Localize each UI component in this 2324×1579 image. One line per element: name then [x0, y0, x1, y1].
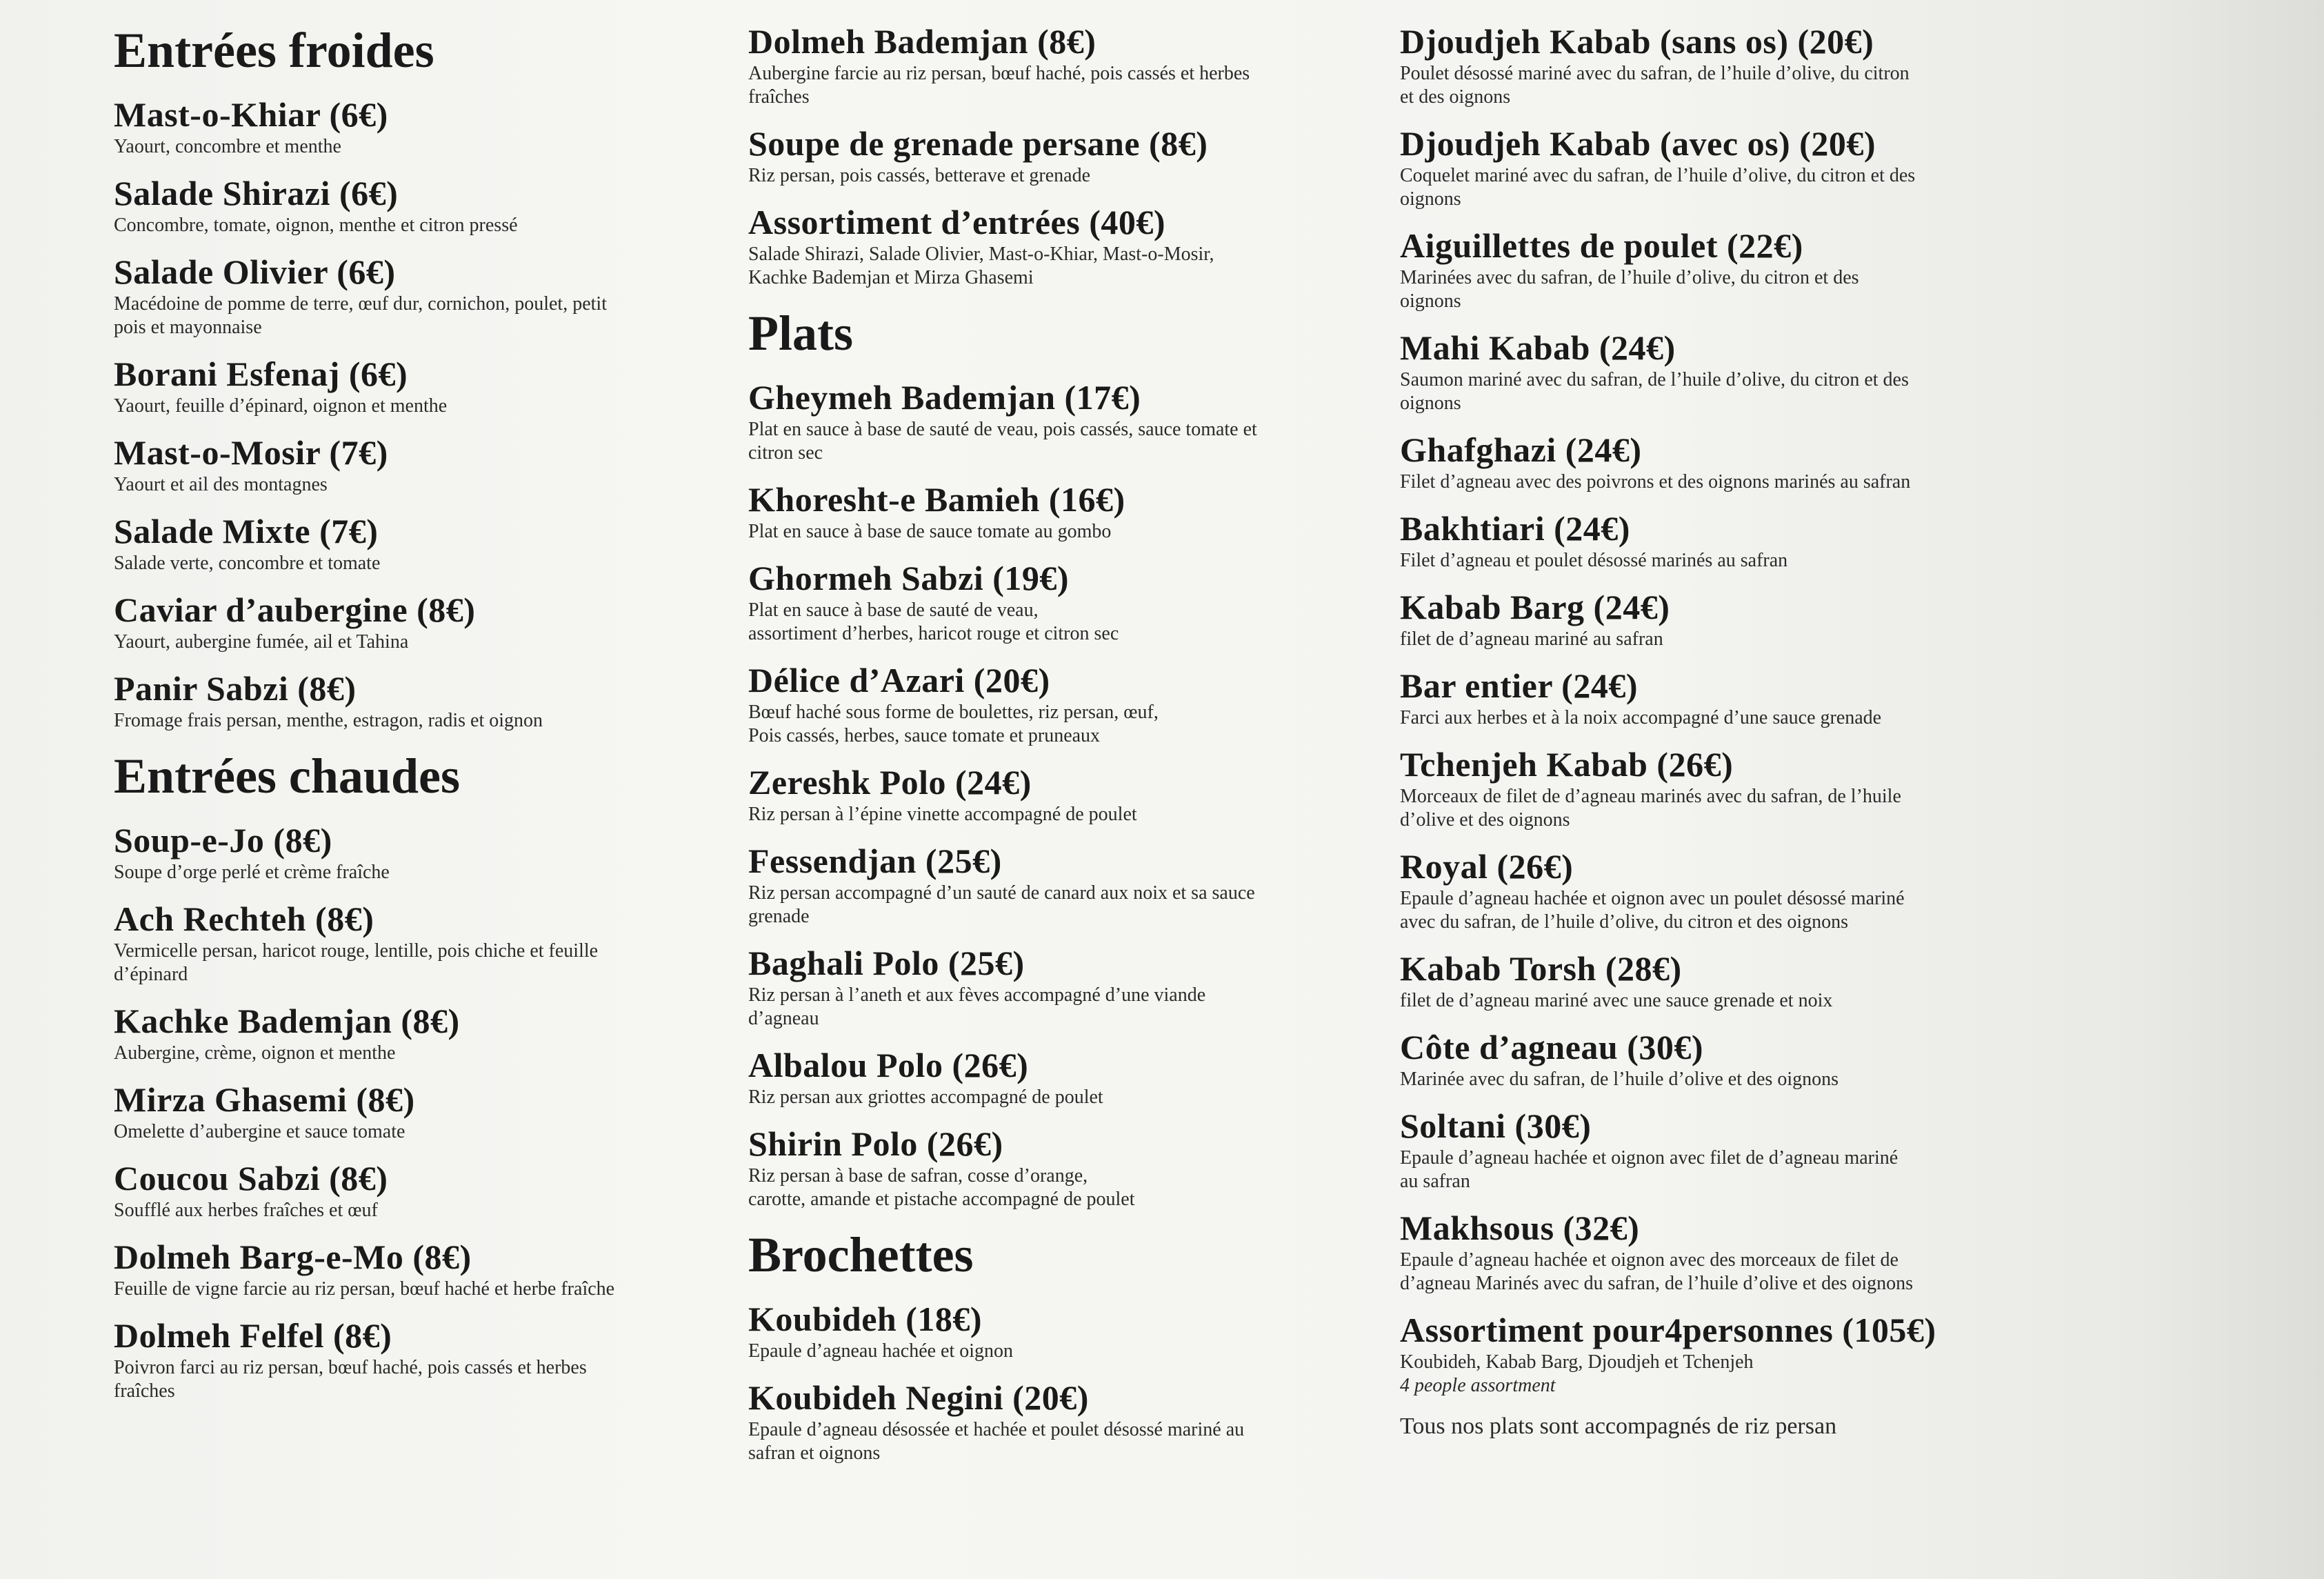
- menu-item-description: Plat en sauce à base de sauce tomate au gombo: [748, 521, 1112, 542]
- menu-item-name: Côte d’agneau (30€): [1400, 1028, 1704, 1066]
- menu-item-description: Epaule d’agneau désossée et hachée et poulet désossé mariné au: [748, 1419, 1245, 1440]
- menu-item-description: avec du safran, de l’huile d’olive, du citron et des oignons: [1400, 911, 1849, 933]
- section-title: Brochettes: [748, 1227, 974, 1282]
- menu-item: [114, 1000, 721, 1065]
- menu-item-description: Soupe d’orge perlé et crème fraîche: [114, 862, 390, 883]
- menu-item-description: Salade Shirazi, Salade Olivier, Mast-o-Khiar, Mast-o-Mosir,: [748, 244, 1214, 265]
- menu-item-description: Concombre, tomate, oignon, menthe et citron pressé: [114, 215, 518, 236]
- menu-item-description: safran et oignons: [748, 1442, 881, 1464]
- menu-item-name: Kabab Torsh (28€): [1400, 949, 1682, 988]
- menu-item-name: Assortiment d’entrées (40€): [748, 203, 1166, 241]
- menu-item: [1400, 846, 2062, 934]
- menu-item-description: Kachke Bademjan et Mirza Ghasemi: [748, 267, 1034, 288]
- menu-item-name: Koubideh Negini (20€): [748, 1378, 1089, 1417]
- menu-item-name: Mahi Kabab (24€): [1400, 328, 1676, 367]
- menu-column-2: [748, 21, 1390, 1566]
- menu-item-description: au safran: [1400, 1171, 1470, 1192]
- menu-item-description: Yaourt, feuille d’épinard, oignon et menthe: [114, 395, 448, 417]
- menu-item-description: Plat en sauce à base de sauté de veau, pois cassés, sauce tomate et: [748, 419, 1257, 440]
- menu-item-description: filet de d’agneau mariné avec une sauce grenade et noix: [1400, 990, 1833, 1011]
- menu-item-description-italic: 4 people assortment: [1400, 1375, 1556, 1396]
- menu-item-description: carotte, amande et pistache accompagné de poulet: [748, 1189, 1135, 1210]
- menu-item-description: oignons: [1400, 188, 1461, 210]
- menu-item-name: Salade Shirazi (6€): [114, 174, 399, 212]
- menu-item: [1400, 21, 2062, 109]
- menu-item: [114, 172, 721, 237]
- menu-item: [1400, 123, 2062, 211]
- menu-item-name: Bar entier (24€): [1400, 666, 1638, 705]
- menu-item-description: Koubideh, Kabab Barg, Djoudjeh et Tchenjeh: [1400, 1351, 1754, 1373]
- menu-item-name: Borani Esfenaj (6€): [114, 355, 408, 393]
- menu-item-description: Epaule d’agneau hachée et oignon avec un poulet désossé mariné: [1400, 888, 1905, 909]
- menu-item: [114, 353, 721, 418]
- menu-item-description: Aubergine, crème, oignon et menthe: [114, 1042, 396, 1064]
- footer-note: Tous nos plats sont accompagnés de riz persan: [1400, 1413, 1837, 1439]
- menu-item: [114, 1079, 721, 1144]
- menu-item-description: Omelette d’aubergine et sauce tomate: [114, 1121, 405, 1142]
- menu-item-name: Djoudjeh Kabab (sans os) (20€): [1400, 22, 1874, 61]
- menu-item-description: Filet d’agneau et poulet désossé marinés au safran: [1400, 550, 1788, 571]
- menu-item-description: oignons: [1400, 290, 1461, 312]
- menu-item-description: Soufflé aux herbes fraîches et œuf: [114, 1200, 378, 1221]
- menu-item: [1400, 429, 2062, 494]
- menu-item-description: d’épinard: [114, 964, 188, 985]
- menu-item-name: Caviar d’aubergine (8€): [114, 590, 476, 629]
- menu-item: [748, 479, 1390, 544]
- menu-item-description: Morceaux de filet de d’agneau marinés avec du safran, de l’huile: [1400, 786, 1901, 807]
- menu-item-name: Gheymeh Bademjan (17€): [748, 378, 1141, 417]
- menu-item-name: Ghafghazi (24€): [1400, 430, 1642, 469]
- menu-item: [748, 1123, 1390, 1211]
- menu-item-name: Dolmeh Barg-e-Mo (8€): [114, 1238, 472, 1276]
- menu-item: [1400, 586, 2062, 651]
- menu-item-name: Soupe de grenade persane (8€): [748, 124, 1208, 163]
- menu-item: [1400, 665, 2062, 730]
- menu-item: [1400, 225, 2062, 313]
- menu-item-description: Riz persan aux griottes accompagné de poulet: [748, 1086, 1103, 1108]
- menu-item-description: Fromage frais persan, menthe, estragon, radis et oignon: [114, 710, 543, 731]
- menu-item-name: Kabab Barg (24€): [1400, 588, 1670, 626]
- menu-item: [1400, 948, 2062, 1013]
- menu-item-description: Marinée avec du safran, de l’huile d’olive et des oignons: [1400, 1069, 1839, 1090]
- menu-item-description: pois et mayonnaise: [114, 317, 262, 338]
- menu-item: [748, 1298, 1390, 1363]
- menu-item-description: Marinées avec du safran, de l’huile d’olive, du citron et des: [1400, 267, 1859, 288]
- menu-item: [114, 668, 721, 733]
- menu-item: [748, 21, 1390, 109]
- menu-column-1: [114, 21, 721, 1566]
- menu-item-name: Bakhtiari (24€): [1400, 509, 1630, 548]
- menu-item-name: Khoresht-e Bamieh (16€): [748, 480, 1125, 519]
- menu-item-name: Soltani (30€): [1400, 1106, 1592, 1145]
- menu-item-name: Mast-o-Mosir (7€): [114, 433, 388, 472]
- menu-column-3: [1400, 21, 2062, 1566]
- menu-item: [1400, 327, 2062, 415]
- menu-item-description: Poivron farci au riz persan, bœuf haché, pois cassés et herbes: [114, 1357, 587, 1378]
- menu-item-description: d’agneau Marinés avec du safran, de l’huile d’olive et des oignons: [1400, 1273, 1914, 1294]
- menu-item: [114, 898, 721, 986]
- menu-item: [748, 762, 1390, 826]
- menu-item-description: Yaourt, concombre et menthe: [114, 136, 341, 157]
- menu-item-name: Ghormeh Sabzi (19€): [748, 559, 1070, 597]
- menu-item-description: Vermicelle persan, haricot rouge, lentille, pois chiche et feuille: [114, 940, 599, 962]
- menu-item: [748, 840, 1390, 928]
- menu-item-description: Filet d’agneau avec des poivrons et des oignons marinés au safran: [1400, 471, 1911, 493]
- menu-item-description: grenade: [748, 906, 810, 927]
- menu-item: [1400, 1105, 2062, 1193]
- menu-item-description: Poulet désossé mariné avec du safran, de l’huile d’olive, du citron: [1400, 63, 1910, 84]
- menu-item-description: et des oignons: [1400, 86, 1511, 108]
- menu-item: [748, 201, 1390, 290]
- section-title: Plats: [748, 306, 853, 361]
- menu-item-description: Riz persan accompagné d’un sauté de canard aux noix et sa sauce: [748, 882, 1255, 904]
- menu-item: [748, 659, 1390, 748]
- menu-item: [748, 377, 1390, 465]
- menu-item: [1400, 1207, 2062, 1295]
- menu-item-description: Yaourt, aubergine fumée, ail et Tahina: [114, 631, 409, 653]
- menu-item: [748, 1377, 1390, 1465]
- menu-item-description: Epaule d’agneau hachée et oignon avec filet de d’agneau mariné: [1400, 1147, 1899, 1169]
- menu-item: [114, 1315, 721, 1403]
- menu-item-name: Tchenjeh Kabab (26€): [1400, 745, 1734, 784]
- section-title: Entrées froides: [114, 23, 434, 78]
- menu-item-name: Shirin Polo (26€): [748, 1124, 1003, 1163]
- menu-item-description: Epaule d’agneau hachée et oignon: [748, 1340, 1014, 1362]
- menu-item-description: Epaule d’agneau hachée et oignon avec des morceaux de filet de: [1400, 1249, 1899, 1271]
- menu-item-name: Mast-o-Khiar (6€): [114, 95, 388, 134]
- menu-item: [748, 1044, 1390, 1109]
- menu-item-description: Riz persan à base de safran, cosse d’orange,: [748, 1165, 1088, 1186]
- menu-item: [114, 1236, 721, 1301]
- menu-item-description: fraîches: [748, 86, 810, 108]
- menu-item: [114, 94, 721, 159]
- menu-item-name: Délice d’Azari (20€): [748, 661, 1050, 699]
- menu-item-name: Panir Sabzi (8€): [114, 669, 357, 708]
- menu-item-description: Yaourt et ail des montagnes: [114, 474, 328, 495]
- menu-item-name: Mirza Ghasemi (8€): [114, 1080, 415, 1119]
- menu-item-name: Fessendjan (25€): [748, 842, 1002, 880]
- menu-item-name: Salade Mixte (7€): [114, 512, 379, 550]
- menu-item-description: Saumon mariné avec du safran, de l’huile d’olive, du citron et des: [1400, 369, 1909, 390]
- menu-item-name: Assortiment pour4personnes (105€): [1400, 1311, 1936, 1349]
- menu-item-name: Djoudjeh Kabab (avec os) (20€): [1400, 124, 1876, 163]
- menu-item-description: Pois cassés, herbes, sauce tomate et pruneaux: [748, 725, 1101, 746]
- section-title: Entrées chaudes: [114, 748, 460, 804]
- menu-item: [748, 123, 1390, 188]
- menu-item-description: Aubergine farcie au riz persan, bœuf haché, pois cassés et herbes: [748, 63, 1250, 84]
- menu-item-description: Riz persan, pois cassés, betterave et grenade: [748, 165, 1091, 186]
- menu-item-description: assortiment d’herbes, haricot rouge et citron sec: [748, 623, 1119, 644]
- menu-item: [114, 820, 721, 884]
- menu-item: [114, 251, 721, 339]
- menu-item-name: Dolmeh Bademjan (8€): [748, 22, 1096, 61]
- menu-item: [748, 942, 1390, 1031]
- menu-item-name: Soup-e-Jo (8€): [114, 821, 332, 860]
- menu-item: [1400, 508, 2062, 573]
- menu-item-name: Zereshk Polo (24€): [748, 763, 1032, 802]
- menu-item-name: Koubideh (18€): [748, 1300, 983, 1338]
- menu-item: [1400, 1309, 2062, 1398]
- menu-item: [114, 510, 721, 575]
- menu-item-name: Albalou Polo (26€): [748, 1046, 1029, 1084]
- menu-item-name: Aiguillettes de poulet (22€): [1400, 226, 1803, 265]
- menu-item-description: Bœuf haché sous forme de boulettes, riz persan, œuf,: [748, 702, 1159, 723]
- menu-item: [1400, 1026, 2062, 1091]
- menu-item-description: Plat en sauce à base de sauté de veau,: [748, 599, 1039, 621]
- menu-item-description: filet de d’agneau mariné au safran: [1400, 628, 1663, 650]
- menu-item-description: Feuille de vigne farcie au riz persan, bœuf haché et herbe fraîche: [114, 1278, 615, 1300]
- menu-item-description: oignons: [1400, 393, 1461, 414]
- menu-item: [748, 557, 1390, 646]
- menu-item-description: citron sec: [748, 442, 823, 464]
- menu-item: [114, 1158, 721, 1222]
- menu-item-name: Kachke Bademjan (8€): [114, 1002, 460, 1040]
- menu-item-description: fraîches: [114, 1380, 175, 1402]
- menu-item-name: Coucou Sabzi (8€): [114, 1159, 388, 1198]
- menu-item-name: Royal (26€): [1400, 847, 1574, 886]
- menu-item-name: Makhsous (32€): [1400, 1209, 1640, 1247]
- menu-item-description: Riz persan à l’épine vinette accompagné de poulet: [748, 804, 1137, 825]
- menu-item-description: Farci aux herbes et à la noix accompagné d’une sauce grenade: [1400, 707, 1882, 728]
- menu-item: [114, 432, 721, 497]
- menu-item-name: Baghali Polo (25€): [748, 944, 1025, 982]
- menu-item-description: d’agneau: [748, 1008, 819, 1029]
- menu-item-name: Dolmeh Felfel (8€): [114, 1316, 392, 1355]
- menu-item: [1400, 744, 2062, 832]
- menu-item-description: Macédoine de pomme de terre, œuf dur, cornichon, poulet, petit: [114, 293, 607, 315]
- menu-item-description: Coquelet mariné avec du safran, de l’huile d’olive, du citron et des: [1400, 165, 1916, 186]
- menu-item: [114, 589, 721, 654]
- menu-item-description: Salade verte, concombre et tomate: [114, 553, 381, 574]
- menu-item-name: Salade Olivier (6€): [114, 252, 396, 291]
- menu-item-name: Ach Rechteh (8€): [114, 900, 374, 938]
- menu-item-description: d’olive et des oignons: [1400, 809, 1570, 831]
- menu-item-description: Riz persan à l’aneth et aux fèves accompagné d’une viande: [748, 984, 1206, 1006]
